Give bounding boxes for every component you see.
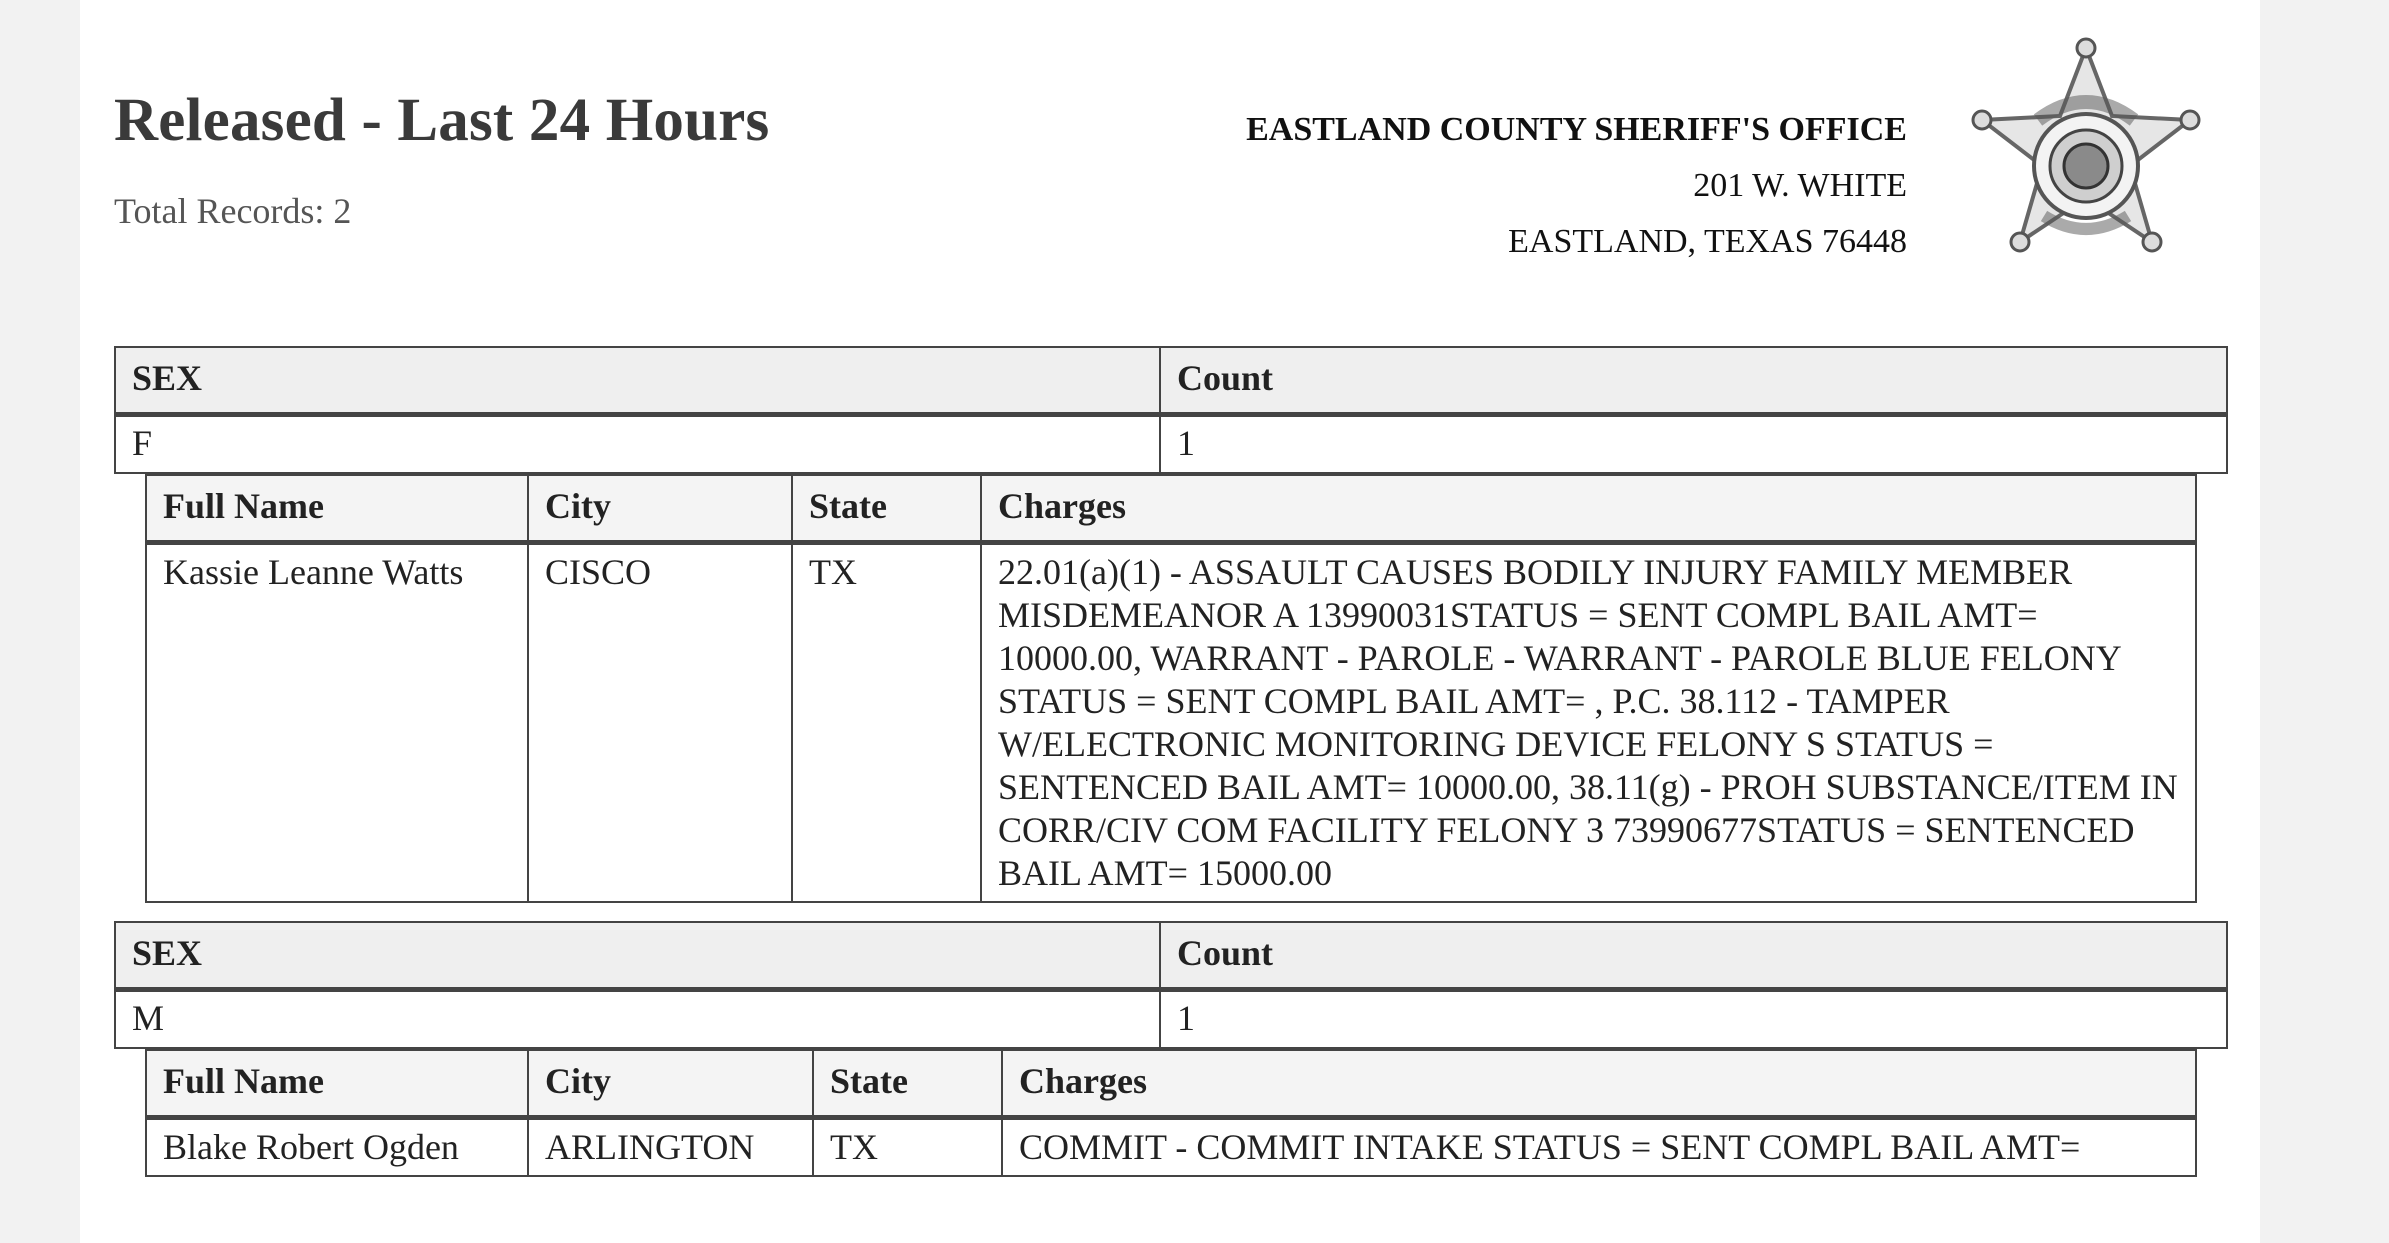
city-cell: CISCO [528,543,792,903]
sex-header: SEX [115,922,1160,990]
state-cell: TX [813,1118,1002,1177]
sex-summary-table-f [114,346,2228,474]
count-header: Count [1160,347,2227,415]
records-table-m [145,1049,2197,1177]
charges-cell: 22.01(a)(1) - ASSAULT CAUSES BODILY INJURY FAMILY MEMBER MISDEMEANOR A 13990031STATUS = SENT COMPL BAIL AMT= 10000.00, WARRANT - PAROLE - WARRANT - PAROLE BLUE FELONY STATUS = SENT COMPL BAIL AMT= , P.C. 38.112 - TAMPER W/ELECTRONIC MONITORING DEVICE FELONY S STATUS = SENTENCED BAIL AMT= 10000.00, 38.11(g) - PROH SUBSTANCE/ITEM IN CORR/CIV COM FACILITY FELONY 3 73990677STATUS = SENTENCED BAIL AMT= 15000.00 [981,543,2196,903]
office-name: EASTLAND COUNTY SHERIFF'S OFFICE [1246,111,1907,148]
city-cell: ARLINGTON [528,1118,813,1177]
full-name-cell: Blake Robert Ogden [146,1118,528,1177]
state-header: State [792,475,981,543]
report-title: Released - Last 24 Hours [114,87,770,154]
full-name-header: Full Name [146,475,528,543]
table-row [146,1118,2196,1177]
state-header: State [813,1050,1002,1118]
charges-header: Charges [1002,1050,2196,1118]
city-header: City [528,475,792,543]
count-header: Count [1160,922,2227,990]
state-cell: TX [792,543,981,903]
charges-header: Charges [981,475,2196,543]
sex-value: F [115,415,1160,474]
sex-summary-table-m [114,921,2228,1049]
report-page [80,0,2260,1243]
office-address-line2: EASTLAND, TEXAS 76448 [1508,223,1907,260]
table-row [115,990,2227,1049]
city-header: City [528,1050,813,1118]
sex-header: SEX [115,347,1160,415]
count-value: 1 [1160,990,2227,1049]
full-name-cell: Kassie Leanne Watts [146,543,528,903]
sheriff-star-badge-icon [1946,28,2226,303]
charges-cell: COMMIT - COMMIT INTAKE STATUS = SENT COMPL BAIL AMT= [1002,1118,2196,1177]
office-info [1246,102,1907,270]
full-name-header: Full Name [146,1050,528,1118]
table-row [115,415,2227,474]
count-value: 1 [1160,415,2227,474]
records-table-f [145,474,2197,903]
total-records: Total Records: 2 [114,191,352,231]
sex-value: M [115,990,1160,1049]
office-address-line1: 201 W. WHITE [1693,167,1907,204]
table-row [146,543,2196,903]
